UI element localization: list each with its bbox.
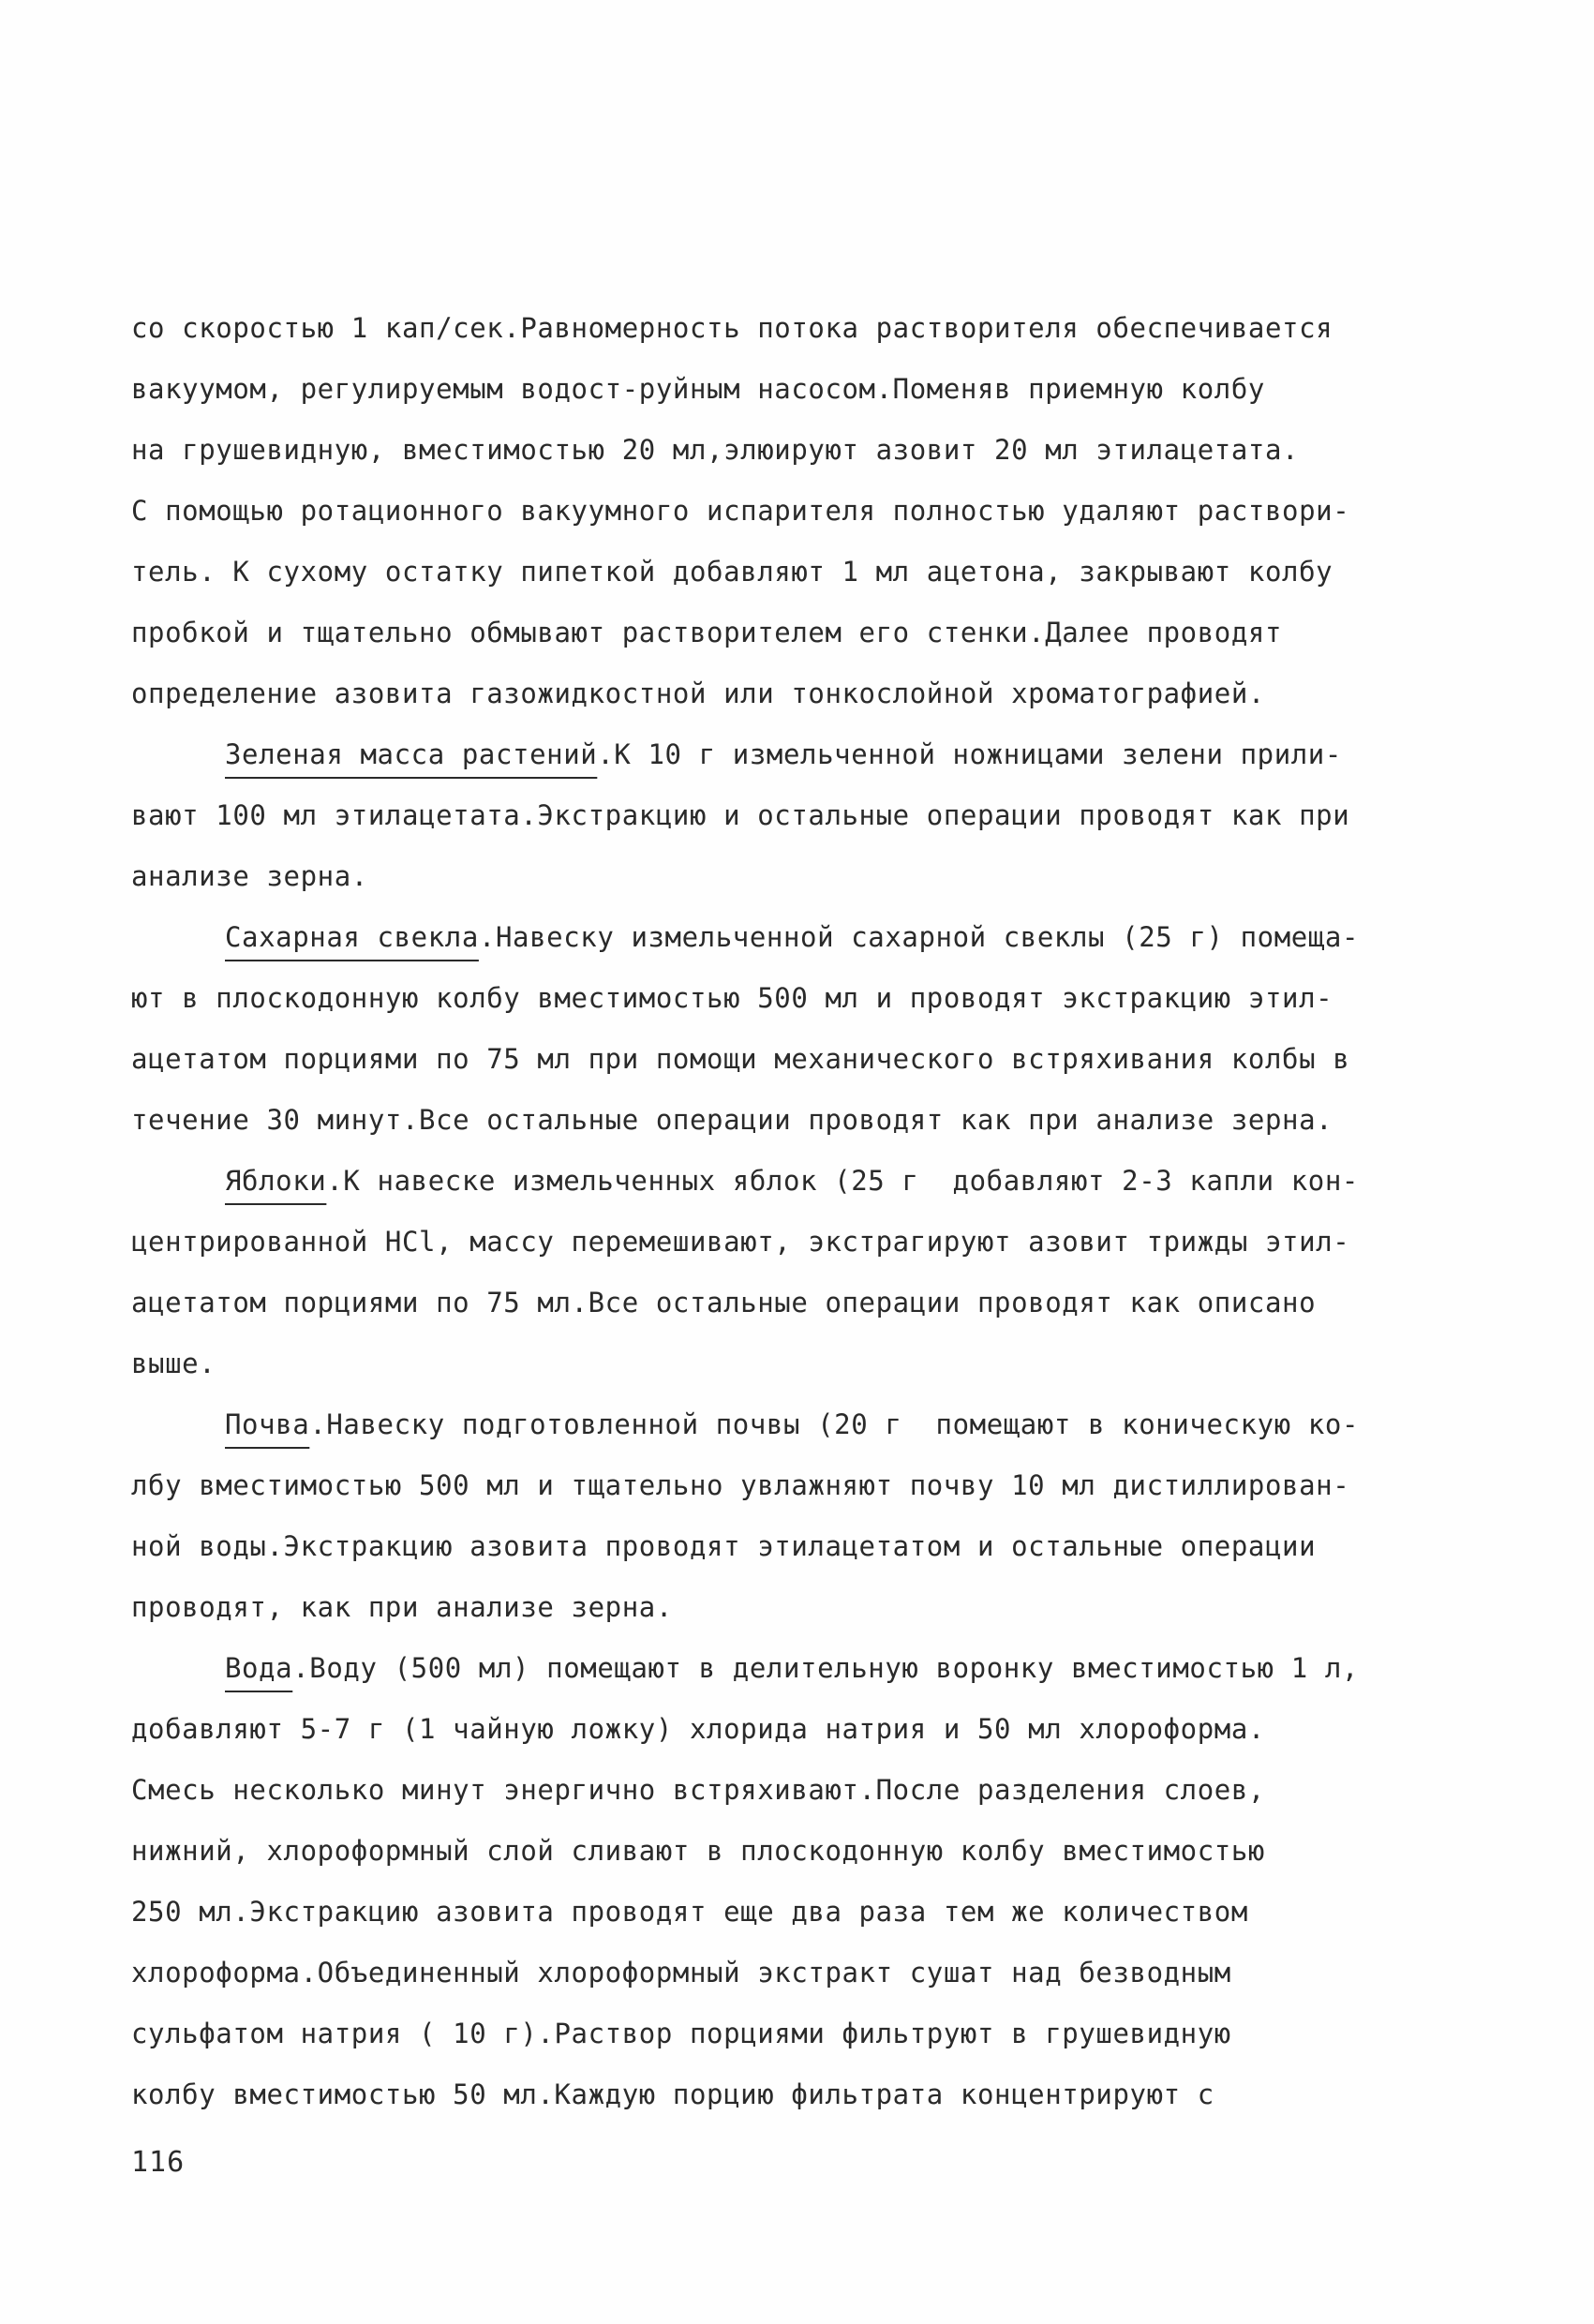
text-line: хлороформа.Объединенный хлороформный экстракт сушат над безводным xyxy=(131,1957,1231,1989)
text-line: тель. К сухому остатку пипеткой добавляют 1 мл ацетона, закрывают колбу xyxy=(131,556,1333,588)
text-line: ной воды.Экстракцию азовита проводят этилацетатом и остальные операции xyxy=(131,1530,1317,1562)
section-heading: Вода xyxy=(225,1652,293,1684)
text-line: лбу вместимостью 500 мл и тщательно увлажняют почву 10 мл дистиллирован- xyxy=(131,1469,1350,1501)
section-first-line xyxy=(131,724,1481,785)
section-first-line-text: .Навеску подготовленной почвы (20 г помещают в коническую ко- xyxy=(309,1408,1359,1440)
text-line: определение азовита газожидкостной или тонкослойной хроматографией. xyxy=(131,678,1265,709)
text-line: ацетатом порциями по 75 мл при помощи механического встряхивания колбы в xyxy=(131,1043,1350,1075)
text-line: со скоростью 1 кап/сек.Равномерность потока растворителя обеспечивается xyxy=(131,312,1333,344)
text-line: центрированной HCl, массу перемешивают, экстрагируют азовит трижды этил- xyxy=(131,1226,1350,1258)
text-line: проводят, как при анализе зерна. xyxy=(131,1591,673,1623)
section-first-line xyxy=(131,1151,1481,1212)
section-first-line xyxy=(131,1638,1481,1699)
text-line: добавляют 5-7 г (1 чайную ложку) хлорида натрия и 50 мл хлороформа. xyxy=(131,1713,1265,1745)
text-line: пробкой и тщательно обмывают растворителем его стенки.Далее проводят xyxy=(131,617,1283,648)
section-first-line xyxy=(131,1394,1481,1455)
section-first-line xyxy=(131,907,1481,968)
text-line: вают 100 мл этилацетата.Экстракцию и остальные операции проводят как при xyxy=(131,799,1350,831)
section-heading: Почва xyxy=(225,1408,310,1440)
text-line: ацетатом порциями по 75 мл.Все остальные операции проводят как описано xyxy=(131,1287,1317,1318)
text-line: сульфатом натрия ( 10 г).Раствор порциями фильтруют в грушевидную xyxy=(131,2018,1231,2049)
page-number: 116 xyxy=(131,2146,186,2179)
text-line: ют в плоскодонную колбу вместимостью 500 мл и проводят экстракцию этил- xyxy=(131,982,1333,1014)
section-first-line-text: .Навеску измельченной сахарной свеклы (25 г) помеща- xyxy=(478,921,1359,953)
section-first-line-text: .К навеске измельченных яблок (25 г добавляют 2-3 капли кон- xyxy=(326,1165,1359,1197)
text-line: анализе зерна. xyxy=(131,860,368,892)
text-line: С помощью ротационного вакуумного испарителя полностью удаляют раствори- xyxy=(131,495,1350,527)
body-text xyxy=(131,298,1481,2125)
text-line: выше. xyxy=(131,1348,216,1379)
section-heading: Яблоки xyxy=(225,1165,327,1197)
text-line: колбу вместимостью 50 мл.Каждую порцию фильтрата концентрируют с xyxy=(131,2078,1214,2110)
text-line: нижний, хлороформный слой сливают в плоскодонную колбу вместимостью xyxy=(131,1835,1265,1867)
section-heading: Сахарная свекла xyxy=(225,921,479,953)
text-line: вакуумом, регулируемым водост-руйным насосом.Поменяв приемную колбу xyxy=(131,373,1265,405)
section-first-line-text: .К 10 г измельченной ножницами зелени прили- xyxy=(597,738,1342,770)
text-line: Смесь несколько минут энергично встряхивают.После разделения слоев, xyxy=(131,1774,1265,1806)
text-line: 250 мл.Экстракцию азовита проводят еще два раза тем же количеством xyxy=(131,1896,1248,1928)
section-first-line-text: .Воду (500 мл) помещают в делительную воронку вместимостью 1 л, xyxy=(292,1652,1359,1684)
text-line: течение 30 минут.Все остальные операции проводят как при анализе зерна. xyxy=(131,1104,1333,1136)
section-heading: Зеленая масса растений xyxy=(225,738,598,770)
text-line: на грушевидную, вместимостью 20 мл,элюируют азовит 20 мл этилацетата. xyxy=(131,434,1300,466)
